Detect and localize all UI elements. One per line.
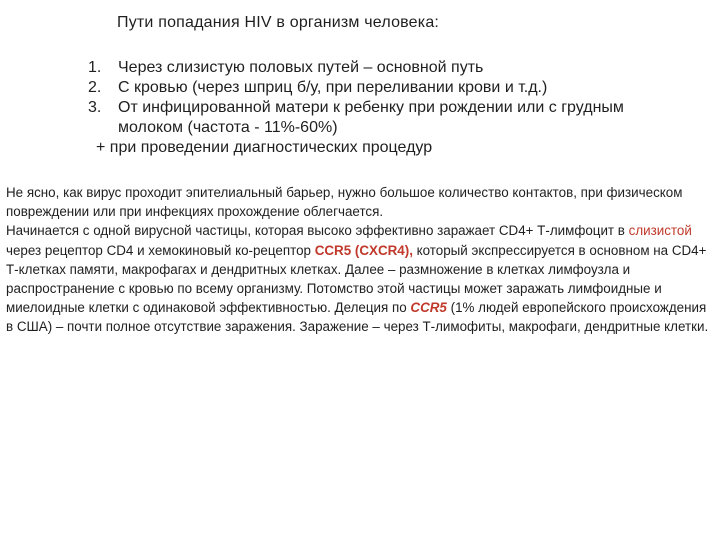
route-number: 1. xyxy=(88,59,102,76)
highlight-coreceptor: CCR5 (CXCR4), xyxy=(314,242,413,258)
route-number: 2. xyxy=(88,79,102,96)
route-number: 3. xyxy=(88,99,102,116)
text-run: через рецептор CD4 и хемокиновый ко-рецептор xyxy=(6,242,315,258)
text-run: который экспрессируется в основном на CD4+ Т-клетках памяти, макрофагах и дендритных клетках. Далее – размножение в клетках лимфоузла и распространение с кровью по всему организму. Потомство этой частицы может заражать лимфоидные и миелоидные клетки с одинаковой эффективностью. Делеция по xyxy=(6,242,707,316)
route-text: От инфицированной матери к ребенку при рождении или с грудным молоком (частота - 11%-60%) xyxy=(118,99,624,136)
route-item-1 xyxy=(88,58,688,78)
route-item-3 xyxy=(88,98,688,138)
body-text xyxy=(6,183,712,337)
highlight-ccr5: CCR5 xyxy=(410,300,447,316)
routes-list xyxy=(88,58,688,158)
paragraph-barrier: Не ясно, как вирус проходит эпителиальный барьер, нужно большое количество контактов, при физическом повреждении или при инфекциях прохождение облегчается. xyxy=(6,185,683,220)
route-item-2 xyxy=(88,78,688,98)
slide-title: Пути попадания HIV в организм человека: xyxy=(117,14,440,31)
text-run: Начинается с одной вирусной частицы, которая высоко эффективно заражает CD4+ Т-лимфоцит в xyxy=(6,223,629,239)
extra-route: + при проведении диагностических процедур xyxy=(96,139,433,156)
paragraph-infection xyxy=(6,221,712,336)
text-run: (1% людей европейского происхождения в США) – почти полное отсутствие заражения. Заражение – через Т-лимофиты, макрофаги, дендритные клетки. xyxy=(6,300,709,335)
route-text: Через слизистую половых путей – основной путь xyxy=(118,59,484,76)
route-text: С кровью (через шприц б/у, при переливании крови и т.д.) xyxy=(118,79,548,96)
highlight-mucosa: слизистой xyxy=(628,223,692,239)
